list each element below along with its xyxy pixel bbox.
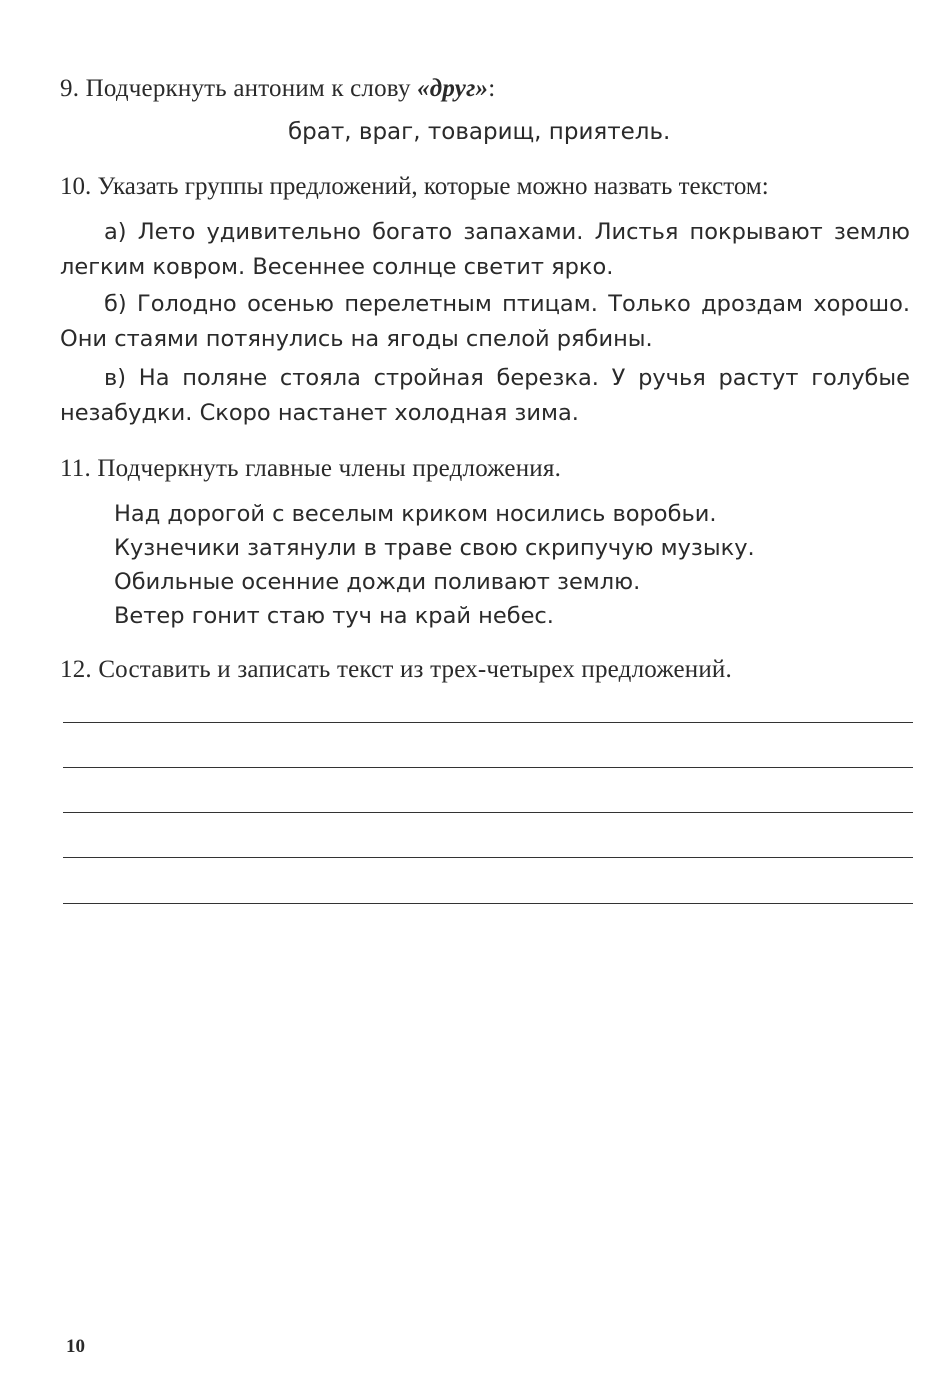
task-11-text: Подчеркнуть главные члены предложения.: [97, 455, 562, 482]
answer-line[interactable]: [63, 722, 913, 723]
task-10-option-b: б) Голодно осенью перелетным птицам. Только дроздам хорошо. Они стаями потянулись на ягоды спелой рябины.: [60, 291, 910, 352]
task-11-sentence: Обильные осенние дожди поливают землю.: [114, 569, 641, 595]
task-11-heading: [60, 454, 561, 484]
task-12-number: 12.: [60, 656, 92, 683]
answer-line[interactable]: [63, 767, 913, 768]
task-10-option-a: а) Лето удивительно богато запахами. Листья покрывают землю легким ковром. Весеннее солнце светит ярко.: [60, 219, 910, 280]
task-10-text: Указать группы предложений, которые можно назвать текстом:: [97, 173, 769, 200]
task-11-sentence: Ветер гонит стаю туч на край небес.: [114, 603, 554, 629]
task-9-keyword: «друг»: [417, 75, 489, 102]
task-9-number: 9.: [60, 75, 80, 102]
task-11-sentence: Над дорогой с веселым криком носились воробьи.: [114, 501, 717, 527]
task-11-sentences: [114, 497, 755, 633]
answer-line[interactable]: [63, 857, 913, 858]
task-9-heading: [60, 74, 495, 104]
task-12-text: Составить и записать текст из трех-четырех предложений.: [98, 656, 732, 683]
task-12-heading: [60, 655, 732, 685]
task-10-heading: [60, 172, 769, 202]
answer-line[interactable]: [63, 812, 913, 813]
task-11-sentence: Кузнечики затянули в траве свою скрипучую музыку.: [114, 535, 755, 561]
task-11-number: 11.: [60, 455, 91, 482]
task-9-word-list: брат, враг, товарищ, приятель.: [288, 119, 671, 145]
page-number: 10: [66, 1336, 85, 1357]
answer-line[interactable]: [63, 903, 913, 904]
task-9-colon: :: [488, 75, 496, 102]
task-10-option-c: в) На поляне стояла стройная березка. У ручья растут голубые незабудки. Скоро настанет холодная зима.: [60, 365, 910, 426]
task-10-number: 10.: [60, 173, 92, 200]
task-9-text: Подчеркнуть антоним к слову: [85, 75, 418, 102]
